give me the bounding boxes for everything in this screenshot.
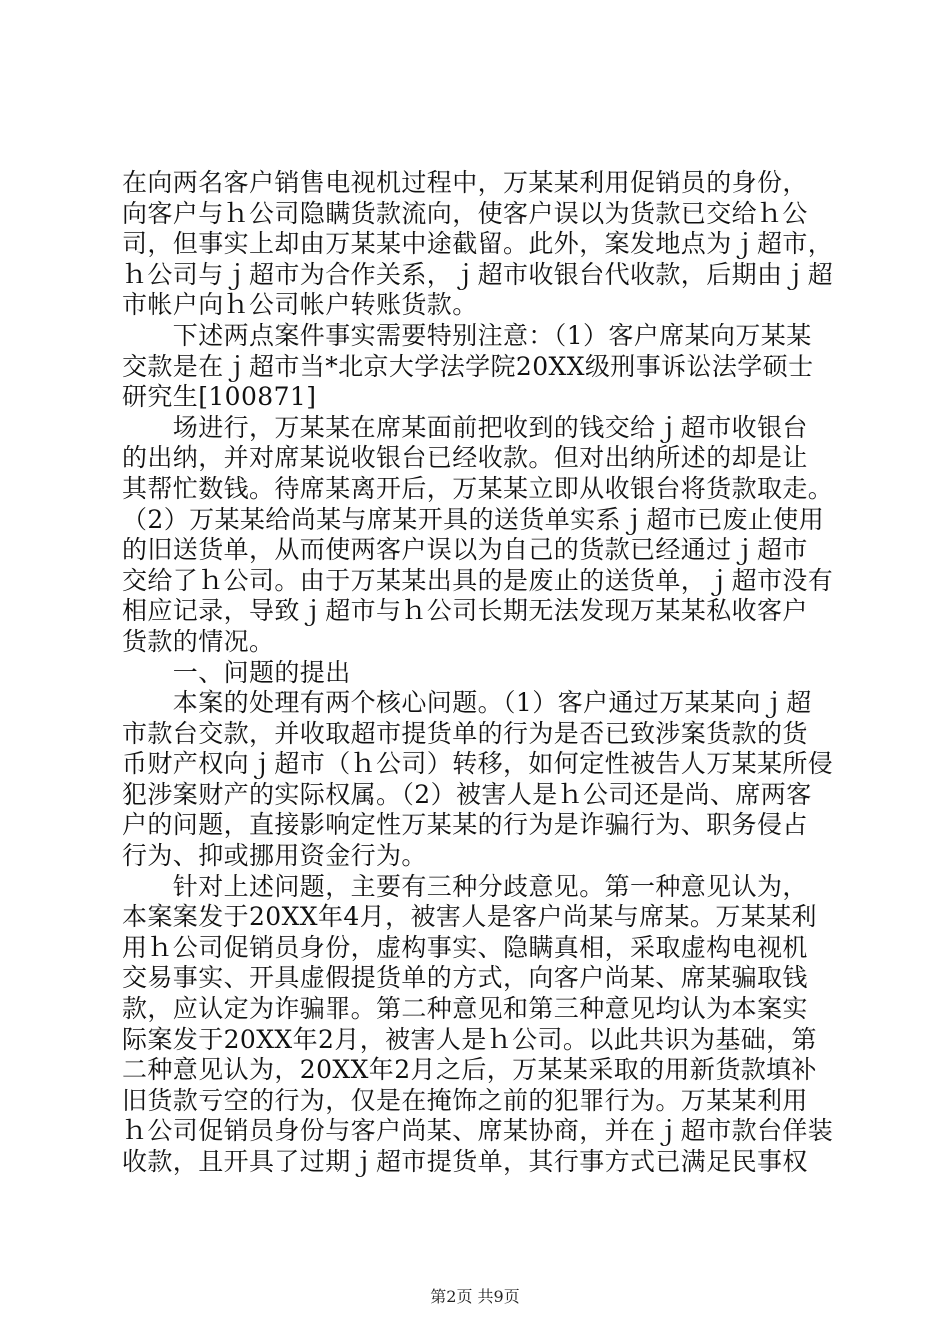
text-line: 行为、抑或挪用资金行为。 xyxy=(122,841,427,871)
text-line: 市帐户向ｈ公司帐户转账货款。 xyxy=(122,290,478,320)
text-line: 在向两名客户销售电视机过程中，万某某利用促销员的身份， xyxy=(122,168,808,197)
text-line: （2）万某某给尚某与席某开具的送货单实系ｊ超市已废止使用 xyxy=(122,504,825,534)
text-line: 货款的情况。 xyxy=(122,626,275,656)
text-line: 市款台交款，并收取超市提货单的行为是否已致涉案货款的货 xyxy=(122,718,808,748)
text-line: 二种意见认为，20XX年2月之后，万某某采取的用新货款填补 xyxy=(122,1055,817,1085)
text-line: 的出纳，并对席某说收银台已经收款。但对出纳所述的却是让 xyxy=(122,443,808,473)
text-line: 的旧送货单，从而使两客户误以为自己的货款已经通过ｊ超市 xyxy=(122,535,808,565)
text-line: 相应记录，导致ｊ超市与ｈ公司长期无法发现万某某私收客户 xyxy=(122,596,808,626)
text-line: 针对上述问题，主要有三种分歧意见。第一种意见认为， xyxy=(122,871,808,901)
text-line: 交易事实、开具虚假提货单的方式，向客户尚某、席某骗取钱 xyxy=(122,963,808,993)
text-line: 本案的处理有两个核心问题。（1）客户通过万某某向ｊ超 xyxy=(122,688,812,718)
text-line: 户的问题，直接影响定性万某某的行为是诈骗行为、职务侵占 xyxy=(122,810,808,840)
text-line: 场进行，万某某在席某面前把收到的钱交给ｊ超市收银台 xyxy=(122,412,808,442)
section-heading: 一、问题的提出 xyxy=(122,657,351,687)
text-line: ｈ公司与ｊ超市为合作关系，ｊ超市收银台代收款，后期由ｊ超 xyxy=(122,259,834,289)
text-line: 研究生[100871] xyxy=(122,382,317,412)
text-line: 旧货款亏空的行为，仅是在掩饰之前的犯罪行为。万某某利用 xyxy=(122,1085,808,1115)
text-line: 犯涉案财产的实际权属。（2）被害人是ｈ公司还是尚、席两客 xyxy=(122,779,812,809)
text-line: 款，应认定为诈骗罪。第二种意见和第三种意见均认为本案实 xyxy=(122,994,808,1024)
text-line: 交给了ｈ公司。由于万某某出具的是废止的送货单，ｊ超市没有 xyxy=(122,565,834,595)
text-line: 际案发于20XX年2月，被害人是ｈ公司。以此共识为基础，第 xyxy=(122,1024,817,1054)
text-line: 司，但事实上却由万某某中途截留。此外，案发地点为ｊ超市， xyxy=(122,229,834,259)
text-line: 向客户与ｈ公司隐瞒货款流向，使客户误以为货款已交给ｈ公 xyxy=(122,198,808,228)
text-line: 交款是在ｊ超市当*北京大学法学院20XX级刑事诉讼法学硕士 xyxy=(122,351,814,381)
text-line: 币财产权向ｊ超市（ｈ公司）转移，如何定性被告人万某某所侵 xyxy=(122,749,834,779)
document-body xyxy=(122,168,838,1178)
text-line: 下述两点案件事实需要特别注意：（1）客户席某向万某某 xyxy=(122,320,812,350)
text-line: 收款，且开具了过期ｊ超市提货单，其行事方式已满足民事权 xyxy=(122,1147,808,1176)
page-number: 第2页 共9页 xyxy=(430,1287,520,1306)
text-line: 本案案发于20XX年4月，被害人是客户尚某与席某。万某某利 xyxy=(122,902,817,932)
text-line: 用ｈ公司促销员身份，虚构事实、隐瞒真相，采取虚构电视机 xyxy=(122,932,808,962)
text-line: ｈ公司促销员身份与客户尚某、席某协商，并在ｊ超市款台佯装 xyxy=(122,1116,834,1146)
text-line: 其帮忙数钱。待席某离开后，万某某立即从收银台将货款取走。 xyxy=(122,473,834,503)
